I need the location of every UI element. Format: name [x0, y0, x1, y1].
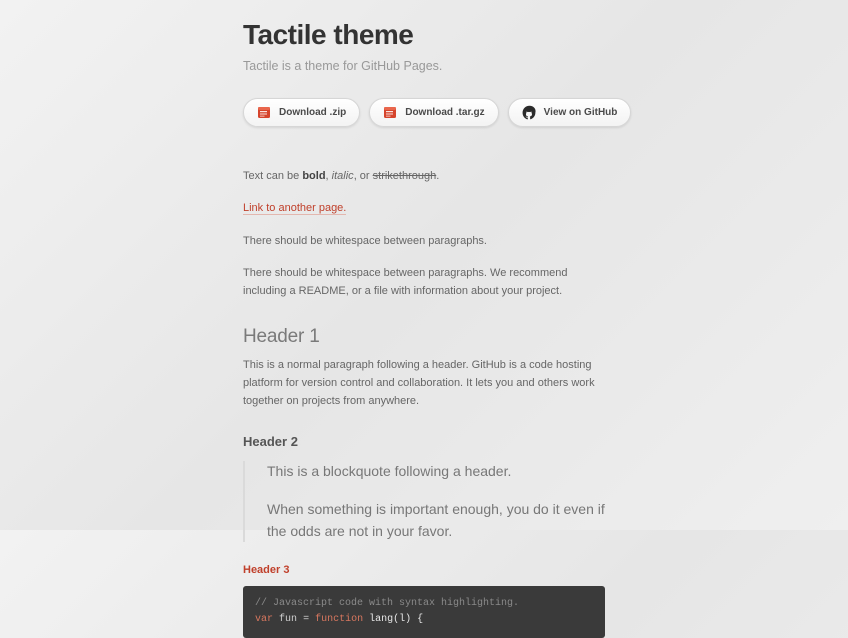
blockquote-line-2: When something is important enough, you do it even if the odds are not in your favor. [267, 501, 605, 539]
styles-bold: bold [302, 170, 326, 183]
download-zip-label: Download .zip [279, 107, 347, 119]
styles-italic: italic [331, 170, 354, 183]
styles-mid1: , [325, 170, 332, 183]
code-identifier-fun: fun [279, 614, 298, 626]
text-styles-paragraph [243, 167, 605, 185]
page-tagline: Tactile is a theme for GitHub Pages. [243, 58, 443, 73]
header-1: Header 1 [243, 325, 320, 347]
paragraph-1: There should be whitespace between paragraphs. [243, 234, 487, 247]
view-on-github-label: View on GitHub [543, 107, 618, 119]
another-page-link-paragraph [243, 199, 605, 217]
code-block [243, 586, 605, 638]
blockquote [243, 461, 605, 542]
styles-suffix: . [436, 170, 440, 183]
download-button-group [243, 98, 618, 127]
paragraph-3: This is a normal paragraph following a header. GitHub is a code hosting platform for version control and collaboration. It lets you and others work together on projects from anywhere. [243, 358, 595, 408]
blockquote-line-1: This is a blockquote following a header. [267, 463, 512, 480]
another-page-link[interactable]: Link to another page. [243, 202, 347, 215]
header-3: Header 3 [243, 564, 290, 577]
styles-mid2: , or [353, 170, 373, 183]
content-wrapper [243, 0, 618, 638]
download-zip-button[interactable] [243, 98, 360, 127]
github-octocat-icon [522, 105, 537, 120]
page-title: Tactile theme [243, 19, 414, 50]
code-keyword-function: function [315, 614, 364, 626]
targz-file-icon [383, 105, 398, 120]
styles-prefix: Text can be [243, 170, 303, 183]
code-function-call: lang(l) { [369, 614, 424, 626]
header-2: Header 2 [243, 434, 298, 450]
download-targz-button[interactable] [369, 98, 498, 127]
code-keyword-var: var [255, 614, 274, 626]
styles-strikethrough: strikethrough [372, 170, 437, 183]
paragraph-2: There should be whitespace between paragraphs. We recommend including a README, or a file with information about your project. [243, 266, 568, 297]
code-comment: // Javascript code with syntax highlighting. [255, 598, 520, 610]
download-targz-label: Download .tar.gz [405, 107, 485, 119]
view-on-github-button[interactable] [508, 98, 632, 127]
zip-file-icon [257, 105, 272, 120]
code-operator-equals: = [303, 614, 310, 626]
